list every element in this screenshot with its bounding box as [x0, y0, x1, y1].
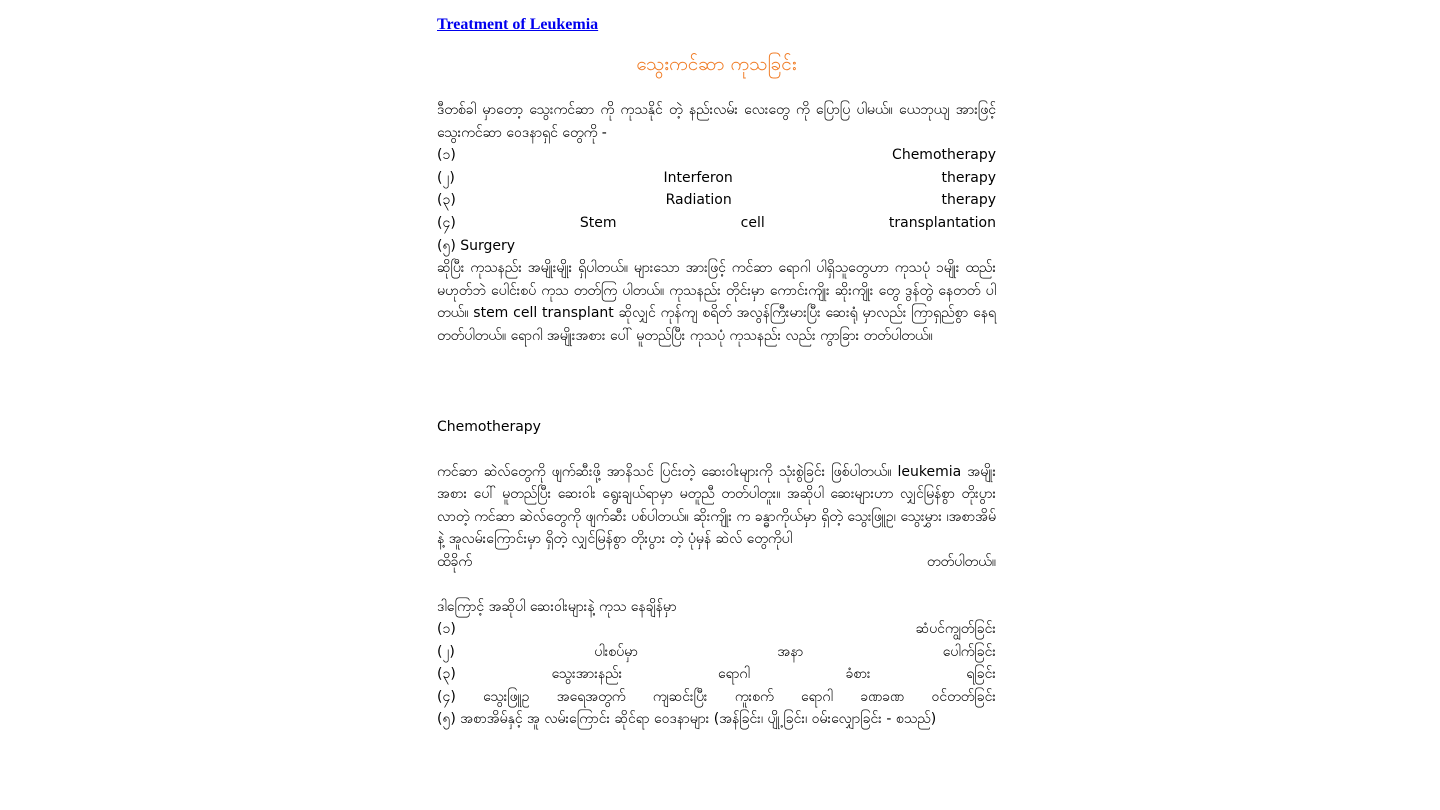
list-item — [437, 167, 996, 190]
list-item-text: Chemotherapy — [892, 147, 996, 164]
side-effects-intro: ဒါကြောင့် အဆိုပါ ဆေးဝါးများနဲ့ ကုသ နေချိန်မှာ — [437, 598, 677, 615]
list-item-text: သွေးအားနည်း — [551, 666, 623, 683]
list-item — [437, 212, 996, 235]
list-item-text: (၁) — [437, 147, 456, 164]
document — [437, 14, 996, 731]
list-item — [437, 235, 996, 258]
list-item-text: therapy — [941, 169, 996, 186]
paragraph-word: တတ်ပါတယ်။ — [926, 553, 996, 570]
list-item-text: ခံစား — [845, 666, 871, 683]
list-item-text: ဝင်တတ်ခြင်း — [931, 688, 996, 705]
chemotherapy-paragraph-last-line — [437, 551, 996, 574]
list-item — [437, 189, 996, 212]
list-item-text: ရခြင်း — [966, 666, 996, 683]
list-item-text: ပေါက်ခြင်း — [942, 643, 996, 660]
treatment-of-leukemia-link[interactable]: Treatment of Leukemia — [437, 16, 599, 33]
list-item-text: ရောဂါ — [801, 688, 833, 705]
list-item-text: (၃) — [437, 666, 456, 683]
list-item — [437, 144, 996, 167]
treatments-paragraph: ဆိုပြီး ကုသနည်း အမျိုးမျိုး ရှိပါတယ်။ များသော အားဖြင့် ကင်ဆာ ရောဂါ ပါရှိသူတွေဟာ ကုသပုံ ၁မျိုး ထည်း မဟုတ်ဘဲ ပေါင်းစပ် ကုသ တတ်ကြ ပါတယ်။ ကုသနည်း တိုင်းမှာ ကောင်းကျိုး ဆိုးကျိုး တွေ ဒွန်တွဲ နေတတ် ပါတယ်။ stem cell transplant ဆိုလျှင် ကုန်ကျ စရိတ် အလွန်ကြီးမားပြီး ဆေးရုံ မှာလည်း ကြာရှည်စွာ နေရ တတ်ပါတယ်။ ရောဂါ အမျိုးအစား ပေါ် မူတည်ပြီး ကုသပုံ ကုသနည်း လည်း ကွာခြား တတ်ပါတယ်။ — [437, 260, 996, 344]
intro-paragraph: ဒီတစ်ခါ မှာတော့ သွေးကင်ဆာ ကို ကုသနိုင် တဲ့ နည်းလမ်း လေးတွေ ကို ပြောပြ ပါမယ်။ ယေဘုယျ အားဖြင့် သွေးကင်ဆာ ဝေဒနာရှင် တွေကို - — [437, 102, 996, 141]
side-effects-list — [437, 618, 996, 731]
list-item — [437, 708, 996, 731]
page-title: သွေးကင်ဆာ ကုသခြင်း — [636, 53, 797, 75]
list-item-text: (၂) — [437, 169, 455, 186]
list-item-text: ကူးစက် — [734, 688, 774, 705]
list-item-text: (၂) — [437, 643, 455, 660]
list-item — [437, 663, 996, 686]
list-item-text: ရောဂါ — [717, 666, 750, 683]
list-item-text: Stem — [579, 214, 617, 231]
list-item-text: (၅) Surgery — [437, 237, 516, 254]
list-item-text: အရေအတွက် — [556, 688, 626, 705]
paragraph-word: ထိခိုက် — [437, 553, 473, 570]
list-item-text: သွေးဖြူဥ — [483, 688, 530, 705]
chemotherapy-paragraph: ကင်ဆာ ဆဲလ်တွေကို ဖျက်ဆီးဖို့ အာနိသင် ပြင်းတဲ့ ဆေးဝါးများကို သုံးစွဲခြင်း ဖြစ်ပါတယ်။ leukemia အမျိုးအစား ပေါ် မူတည်ပြီး ဆေးဝါး ရွေးချယ်ရာမှာ မတူညီ တတ်ပါတူး။ အဆိုပါ ဆေးများဟာ လျှင်မြန်စွာ တိုးပွား လာတဲ့ ကင်ဆာ ဆဲလ်တွေကို ဖျက်ဆီး ပစ်ပါတယ်။ ဆိုးကျိုး က ခန္ဓာကိုယ်မှာ ရှိတဲ့ သွေးဖြူဥ၊ သွေးမွှား ၊အစာအိမ်နဲ့ အူလမ်းကြောင်းမှာ ရှိတဲ့ လျှင်မြန်စွာ တိုးပွား တဲ့ ပုံမှန် ဆဲလ် တွေကိုပါ — [437, 463, 996, 548]
list-item-text: cell — [740, 214, 765, 231]
list-item-text: therapy — [941, 192, 996, 209]
treatment-list — [437, 144, 996, 257]
list-item — [437, 618, 996, 641]
list-item-text: Interferon — [663, 169, 733, 186]
list-item-text: (၄) — [437, 214, 456, 231]
list-item-text: ကျဆင်းပြီး — [652, 688, 708, 705]
list-item-text: (၃) — [437, 192, 456, 209]
list-item-text: (၄) — [437, 688, 456, 705]
section-heading: Chemotherapy — [437, 418, 541, 435]
list-item-text: ခဏခဏ — [860, 688, 905, 705]
list-item-text: transplantation — [888, 214, 996, 231]
list-item-text: အနာ — [777, 643, 804, 660]
list-item-text: (၁) — [437, 621, 456, 638]
list-item-text: (၅) အစာအိမ်နှင့် အူ လမ်းကြောင်း ဆိုင်ရာ ဝေဒနာများ (အန်ခြင်း၊ ပျို့ခြင်း၊ ဝမ်းလျှောခြင်း - စသည်) — [437, 711, 937, 728]
list-item — [437, 686, 996, 709]
list-item-text: ပါးစပ်မှာ — [594, 643, 638, 660]
list-item — [437, 641, 996, 664]
list-item-text: ဆံပင်ကျွတ်ခြင်း — [915, 621, 996, 638]
list-item-text: Radiation — [665, 192, 732, 209]
